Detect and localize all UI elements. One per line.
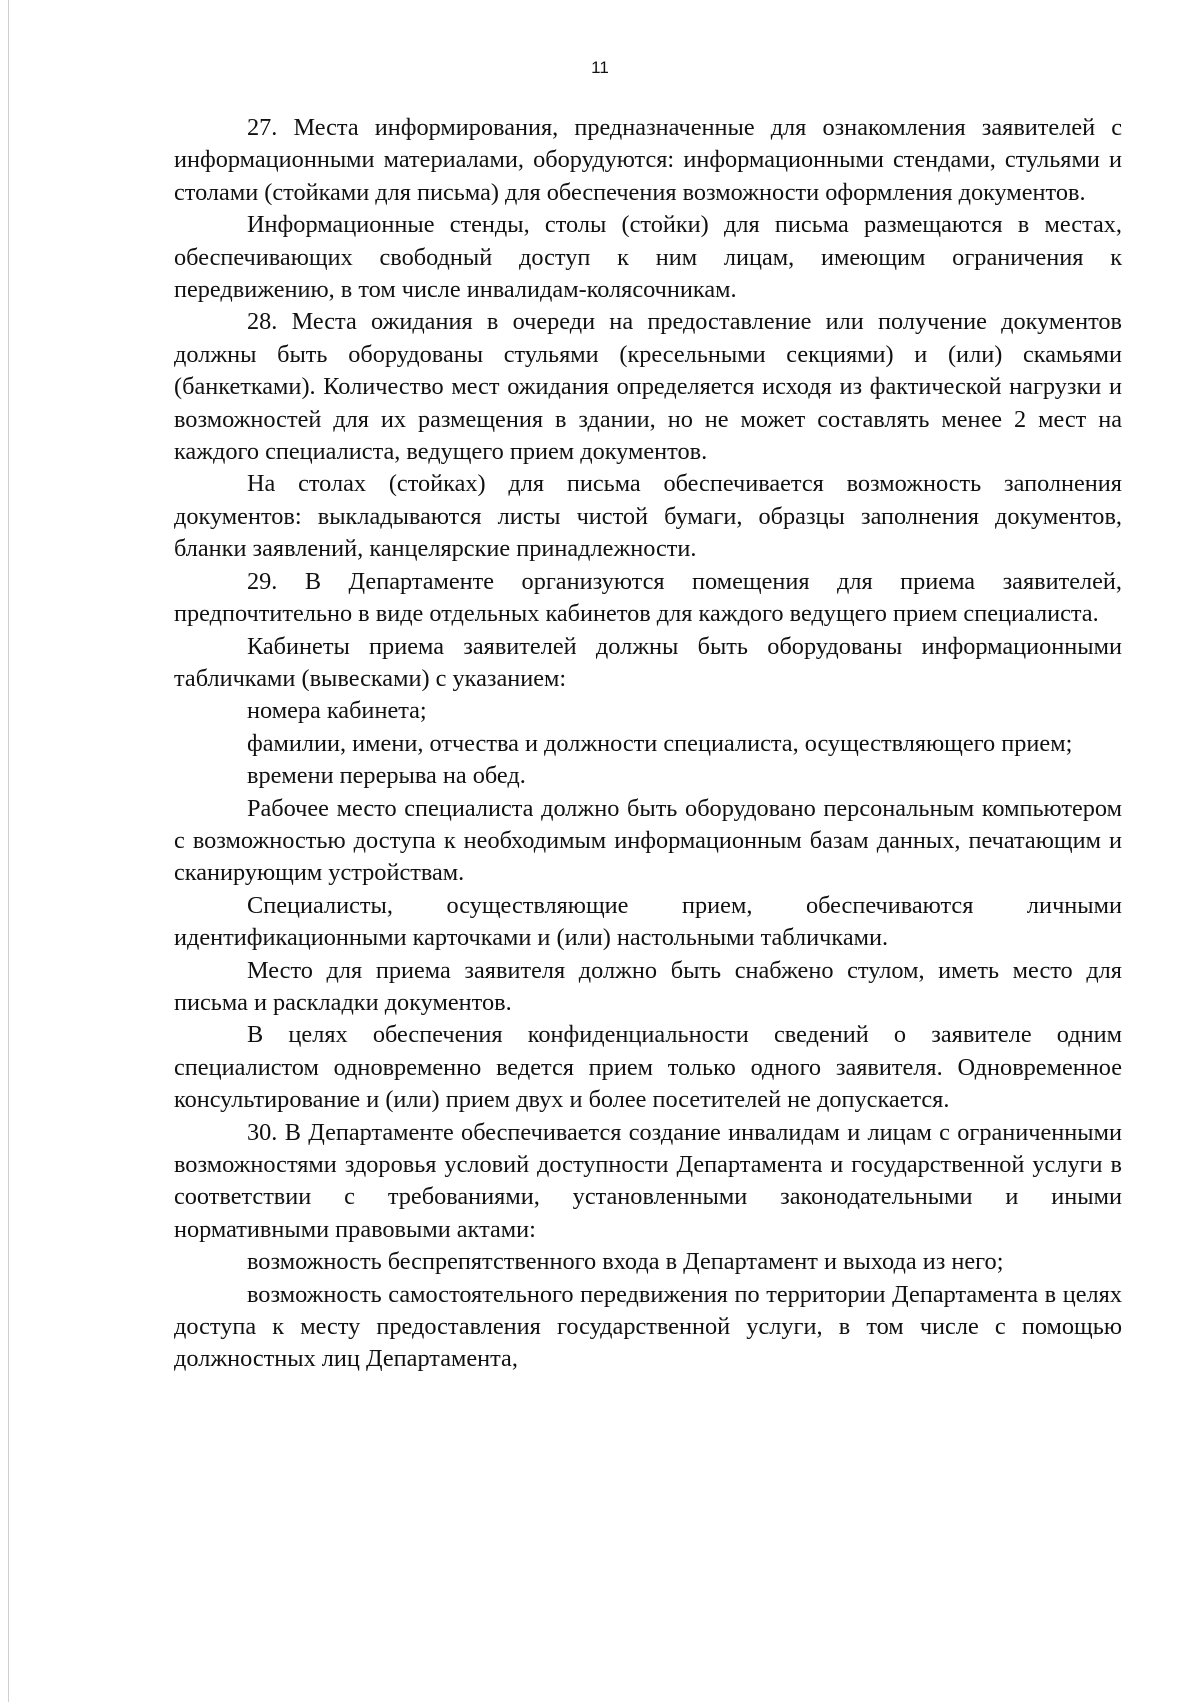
list-item-room-number: номера кабинета;: [247, 697, 427, 725]
paragraph-id-cards: Специалисты, осуществляющие прием, обеспечиваются личными идентификационными карточками и (или) настольными табличками.: [174, 891, 1122, 952]
list-item-specialist-name: фамилии, имени, отчества и должности специалиста, осуществляющего прием;: [247, 729, 1073, 757]
list-item-entry-exit: возможность беспрепятственного входа в Департамент и выхода из него;: [247, 1248, 1004, 1276]
paragraph-info-stands: Информационные стенды, столы (стойки) для письма размещаются в местах, обеспечивающих свободный доступ к ним лицам, имеющим ограничения к передвижению, в том числе инвалидам-колясочникам.: [174, 211, 1122, 304]
paragraph-writing-tables: На столах (стойках) для письма обеспечивается возможность заполнения документов: выкладываются листы чистой бумаги, образцы заполнения документов, бланки заявлений, канцелярские принадлежности.: [174, 470, 1122, 563]
paragraph-confidentiality: В целях обеспечения конфиденциальности сведений о заявителе одним специалистом одновременно ведется прием только одного заявителя. Одновременное консультирование и (или) прием двух и более посетителей не допускается.: [174, 1021, 1122, 1114]
paragraph-office-signs: Кабинеты приема заявителей должны быть оборудованы информационными табличками (вывесками) с указанием:: [174, 632, 1122, 692]
paragraph-30: 30. В Департаменте обеспечивается создание инвалидам и лицам с ограниченными возможностями здоровья условий доступности Департамента и государственной услуги в соответствии с требованиями, установленными законодательными и иными нормативными правовыми актами:: [174, 1118, 1122, 1243]
document-body: [174, 112, 1122, 1376]
list-item-lunch-break: времени перерыва на обед.: [247, 762, 526, 790]
paragraph-27: 27. Места информирования, предназначенные для ознакомления заявителей с информационными материалами, оборудуются: информационными стендами, стульями и столами (стойками для письма) для обеспечения возможности оформления документов.: [174, 114, 1122, 206]
paragraph-workplace: Рабочее место специалиста должно быть оборудовано персональным компьютером с возможностью доступа к необходимым информационным базам данных, печатающим и сканирующим устройствам.: [174, 794, 1122, 887]
page-number: 11: [591, 58, 609, 77]
paragraph-reception-place: Место для приема заявителя должно быть снабжено стулом, иметь место для письма и раскладки документов.: [174, 956, 1122, 1016]
scan-edge-line: [8, 0, 9, 1702]
paragraph-28: 28. Места ожидания в очереди на предоставление или получение документов должны быть оборудованы стульями (кресельными секциями) и (или) скамьями (банкетками). Количество мест ожидания определяется исходя из фактической нагрузки и возможностей для их размещения в здании, но не может составлять менее 2 мест на каждого специалиста, ведущего прием документов.: [174, 308, 1122, 466]
paragraph-29: 29. В Департаменте организуются помещения для приема заявителей, предпочтительно в виде отдельных кабинетов для каждого ведущего прием специалиста.: [174, 567, 1122, 628]
list-item-movement: возможность самостоятельного передвижения по территории Департамента в целях доступа к месту предоставления государственной услуги, в том числе с помощью должностных лиц Департамента,: [174, 1280, 1122, 1373]
